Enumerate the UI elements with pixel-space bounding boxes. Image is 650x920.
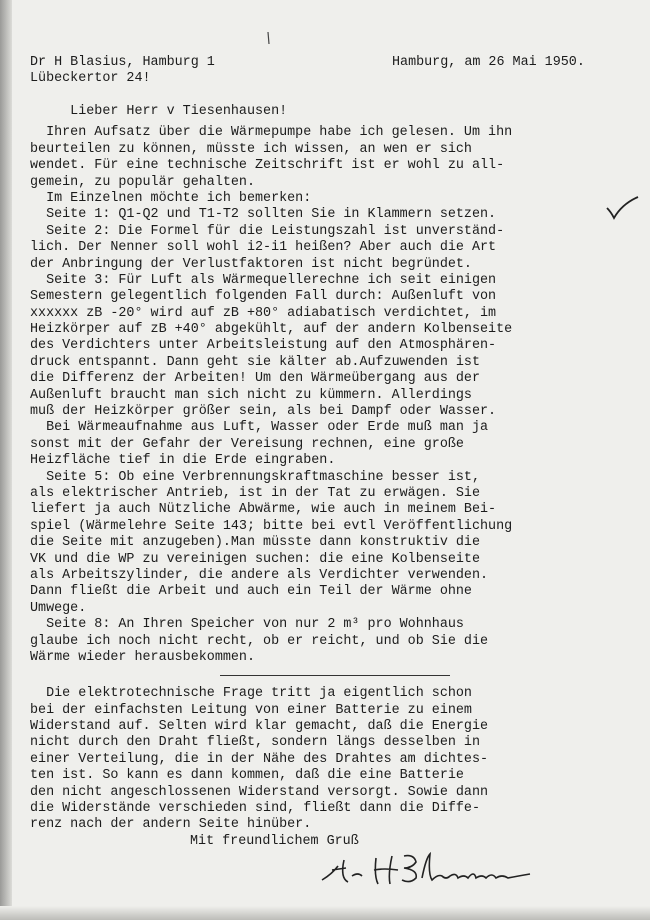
body-line: gemein, zu populär gehalten. <box>30 174 255 190</box>
body-line: ten ist. So kann es dann kommen, daß die eine Batterie <box>30 768 464 784</box>
handwritten-signature <box>318 848 558 890</box>
body-line: als Arbeitszylinder, die andere als Verdichter verwenden. <box>30 567 489 583</box>
body-line: des Verdichters unter Arbeitsleistung auf den Atmosphären- <box>30 338 497 354</box>
body-line: bei der einfachsten Leitung von einer Batterie zu einem <box>30 702 472 718</box>
letter-body <box>30 104 640 834</box>
body-line: Im Einzelnen möchte ich bemerken: <box>30 190 312 206</box>
body-line: wendet. Für eine technische Zeitschrift ist er wohl zu all- <box>30 158 505 174</box>
body-line: beurteilen zu können, müsste ich wissen, an wen er sich <box>30 141 472 157</box>
body-line: die Widerstände verschieden sind, fließt dann die Diffe- <box>30 801 480 817</box>
sender-line: Lübeckertor 24! <box>30 71 151 86</box>
body-line: lich. Der Nenner soll wohl i2-i1 heißen? Aber auch die Art <box>30 240 497 256</box>
body-line: nicht durch den Draht fließt, sondern längs desselben in <box>30 735 480 751</box>
body-line: Widerstand auf. Selten wird klar gemacht, daß die Energie <box>30 719 489 735</box>
body-line: Seite 5: Ob eine Verbrennungskraftmaschine besser ist, <box>30 469 480 485</box>
body-line: Dann fließt die Arbeit und auch ein Teil der Wärme ohne <box>30 584 472 600</box>
body-line: Umwege. <box>30 600 87 616</box>
scan-edge-left <box>0 0 12 920</box>
body-line: Wärme wieder herausbekommen. <box>30 649 255 665</box>
body-line: Bei Wärmeaufnahme aus Luft, Wasser oder Erde muß man ja <box>30 420 489 436</box>
sender-address <box>30 55 215 87</box>
body-line: spiel (Wärmelehre Seite 143; bitte bei evtl Veröffentlichung <box>30 518 513 534</box>
hand-mark <box>266 30 276 46</box>
section-divider <box>220 675 450 676</box>
body-line: Heizkörper auf zB +40° abgekühlt, auf der andern Kolbenseite <box>30 322 513 338</box>
body-line: die Seite mit anzugeben).Man müsste dann konstruktiv die <box>30 535 480 551</box>
body-line: Außenluft braucht man sich nicht zu kümmern. Allerdings <box>30 387 472 403</box>
body-line: Seite 3: Für Luft als Wärmequellerechne ich seit einigen <box>30 272 497 288</box>
body-line: den nicht angeschlossenen Widerstand versorgt. Sowie dann <box>30 784 489 800</box>
body-line: Seite 1: Q1-Q2 und T1-T2 sollten Sie in Klammern setzen. <box>30 207 497 223</box>
body-line: glaube ich noch nicht recht, ob er reicht, und ob Sie die <box>30 633 489 649</box>
check-mark-icon <box>604 195 640 221</box>
scan-edge-bottom <box>0 906 650 920</box>
body-line: als elektrischer Antrieb, ist in der Tat zu erwägen. Sie <box>30 485 480 501</box>
letter-date: Hamburg, am 26 Mai 1950. <box>392 55 585 70</box>
body-line: einer Verteilung, die in der Nähe des Drahtes am dichtes- <box>30 751 489 767</box>
body-line: Lieber Herr v Tiesenhausen! <box>30 104 288 119</box>
body-line: xxxxxx zB -20° wird auf zB +80° adiabatisch verdichtet, im <box>30 305 497 321</box>
body-line: Seite 8: An Ihren Speicher von nur 2 m³ pro Wohnhaus <box>30 617 464 633</box>
body-line: Die elektrotechnische Frage tritt ja eigentlich schon <box>30 686 472 702</box>
body-line: VK und die WP zu vereinigen suchen: die eine Kolbenseite <box>30 551 480 567</box>
body-line: der Anbringung der Verlustfaktoren ist nicht begründet. <box>30 256 472 272</box>
body-line: Heizfläche tief in die Erde eingraben. <box>30 453 336 469</box>
body-line: liefert ja auch Nützliche Abwärme, wie auch in meinem Bei- <box>30 502 497 518</box>
body-line: sonst mit der Gefahr der Vereisung rechnen, eine große <box>30 436 464 452</box>
body-line: Ihren Aufsatz über die Wärmepumpe habe ich gelesen. Um ihn <box>30 125 513 141</box>
body-line: die Differenz der Arbeiten! Um den Wärmeübergang aus der <box>30 371 480 387</box>
body-line: Semestern gelegentlich folgenden Fall durch: Außenluft von <box>30 289 497 305</box>
closing-greeting: Mit freundlichem Gruß <box>190 834 359 849</box>
sender-line: Dr H Blasius, Hamburg 1 <box>30 55 215 70</box>
body-line: druck entspannt. Dann geht sie kälter ab.Aufzuwenden ist <box>30 354 480 370</box>
body-line: muß der Heizkörper größer sein, als bei Dampf oder Wasser. <box>30 404 497 420</box>
body-line: Seite 2: Die Formel für die Leistungszahl ist unverständ- <box>30 223 505 239</box>
body-line: renz nach der andern Seite hinüber. <box>30 817 312 833</box>
